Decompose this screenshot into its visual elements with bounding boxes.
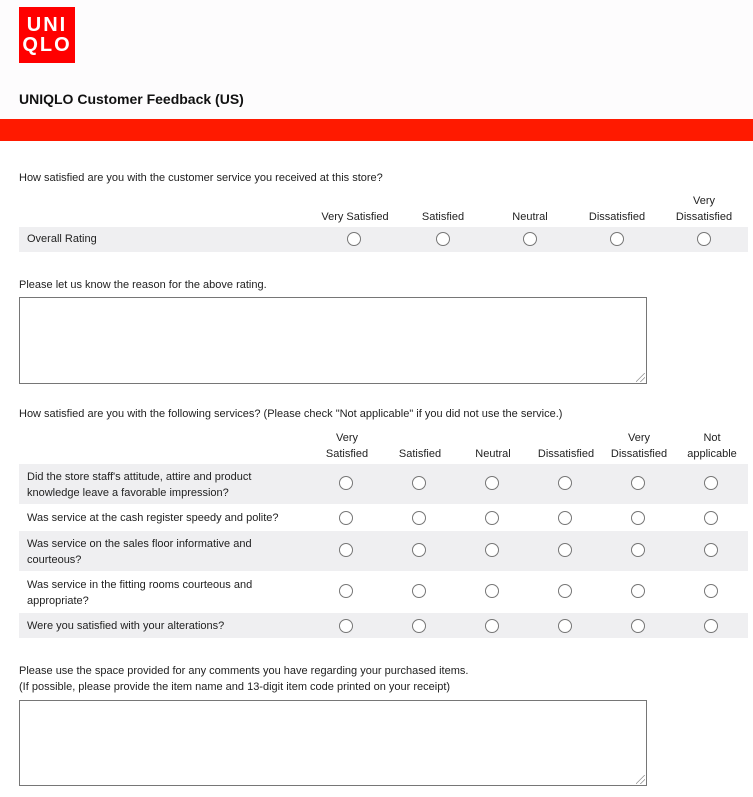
q3-row3-radio-very-satisfied[interactable] [339,543,353,557]
q3-row2-radio-not-applicable[interactable] [704,511,718,525]
q3-row3-radio-satisfied[interactable] [412,543,426,557]
q1-col-very-satisfied: Very Satisfied [321,211,389,223]
comments-textarea[interactable] [19,700,647,786]
q1-radio-very-satisfied[interactable] [347,232,361,246]
q3-row4-radio-very-satisfied[interactable] [339,584,353,598]
q3-row4-radio-dissatisfied[interactable] [558,584,572,598]
uniqlo-logo [19,7,75,63]
q1-col-very-dissatisfied: Very Dissatisfied [675,195,733,223]
q3-row5-radio-satisfied[interactable] [412,619,426,633]
q3-row2-radio-very-dissatisfied[interactable] [631,511,645,525]
q1-row [19,227,748,252]
q3-col-not-applicable: Not applicable [687,432,737,460]
q3-row-label-fitting-rooms: Was service in the fitting rooms courteous and appropriate? [27,579,253,607]
q3-row5-radio-not-applicable[interactable] [704,619,718,633]
q1-radio-neutral[interactable] [523,232,537,246]
q3-row-label-sales-floor: Was service on the sales floor informative and courteous? [27,538,252,566]
q3-question: How satisfied are you with the following services? (Please check "Not applicable" if you did not use the service.) [19,408,563,420]
q3-col-very-dissatisfied: Very Dissatisfied [610,432,668,460]
logo-line1: UNI [26,14,68,36]
q3-row-label-staff: Did the store staff's attitude, attire and product knowledge leave a favorable impression? [27,471,252,499]
q3-row4-radio-satisfied[interactable] [412,584,426,598]
q3-row2-radio-satisfied[interactable] [412,511,426,525]
q3-row-label-alterations: Were you satisfied with your alterations? [27,620,225,632]
q3-row1-radio-neutral[interactable] [485,476,499,490]
q3-col-dissatisfied: Dissatisfied [537,448,595,460]
q3-row2-radio-neutral[interactable] [485,511,499,525]
q3-row4-radio-neutral[interactable] [485,584,499,598]
q3-row1-radio-very-dissatisfied[interactable] [631,476,645,490]
q1-radio-dissatisfied[interactable] [610,232,624,246]
q1-row-label: Overall Rating [27,233,97,245]
q3-row3-radio-dissatisfied[interactable] [558,543,572,557]
q1-col-neutral: Neutral [512,211,548,223]
q1-radio-very-dissatisfied[interactable] [697,232,711,246]
q3-col-neutral: Neutral [475,448,511,460]
q1-question: How satisfied are you with the customer service you received at this store? [19,172,383,184]
q1-col-dissatisfied: Dissatisfied [588,211,646,223]
q1-radio-satisfied[interactable] [436,232,450,246]
q3-row2-radio-dissatisfied[interactable] [558,511,572,525]
q3-row1-radio-dissatisfied[interactable] [558,476,572,490]
page-title: UNIQLO Customer Feedback (US) [19,91,244,107]
q3-col-very-satisfied: Very Satisfied [325,432,369,460]
q3-row3-radio-very-dissatisfied[interactable] [631,543,645,557]
q3-row-label-cash-register: Was service at the cash register speedy and polite? [27,512,279,524]
q3-row2-radio-very-satisfied[interactable] [339,511,353,525]
q3-row5-radio-very-satisfied[interactable] [339,619,353,633]
q3-row5-radio-dissatisfied[interactable] [558,619,572,633]
logo-line2: QLO [22,34,72,56]
q3-row5-radio-very-dissatisfied[interactable] [631,619,645,633]
q4-question-line1: Please use the space provided for any comments you have regarding your purchased items. [19,665,469,677]
q3-row5-radio-neutral[interactable] [485,619,499,633]
q3-col-satisfied: Satisfied [398,448,442,460]
q3-row4-radio-very-dissatisfied[interactable] [631,584,645,598]
q4-question-line2: (If possible, please provide the item name and 13-digit item code printed on your receipt) [19,681,451,693]
header-red-bar [0,119,753,141]
q3-row1-radio-very-satisfied[interactable] [339,476,353,490]
reason-textarea[interactable] [19,297,647,384]
q3-row3-radio-neutral[interactable] [485,543,499,557]
q1-col-satisfied: Satisfied [421,211,465,223]
q3-row1-radio-not-applicable[interactable] [704,476,718,490]
q3-row4-radio-not-applicable[interactable] [704,584,718,598]
q2-question: Please let us know the reason for the above rating. [19,279,267,291]
q3-row1-radio-satisfied[interactable] [412,476,426,490]
q3-row3-radio-not-applicable[interactable] [704,543,718,557]
